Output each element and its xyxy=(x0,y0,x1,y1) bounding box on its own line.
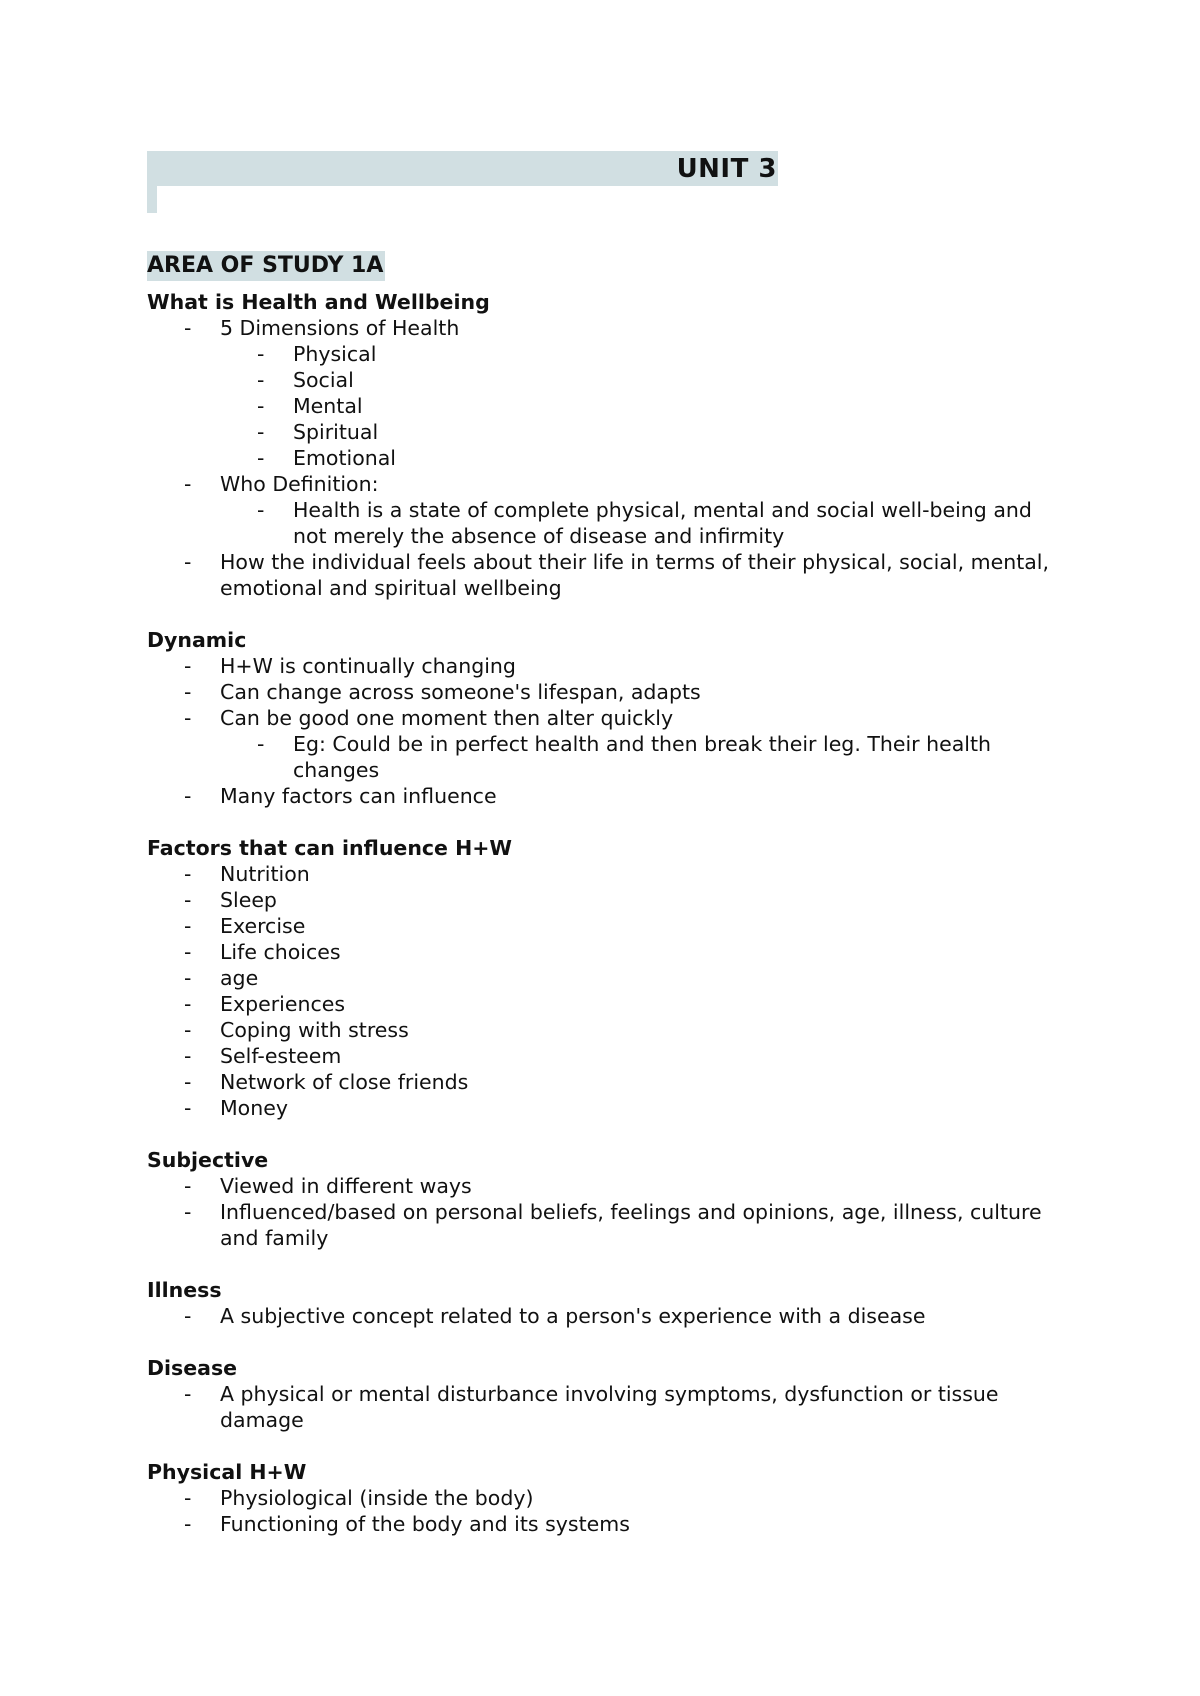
section-gap xyxy=(147,1433,1067,1459)
list-item xyxy=(147,991,1067,1017)
list-item-text: Coping with stress xyxy=(220,1018,409,1042)
dash-bullet-icon: - xyxy=(257,446,265,470)
list-item-text: age xyxy=(220,966,259,990)
sub-list-item xyxy=(147,419,1067,445)
list-item xyxy=(147,679,1067,705)
dash-bullet-icon: - xyxy=(184,550,192,574)
dash-bullet-icon: - xyxy=(184,1486,192,1510)
dash-bullet-icon: - xyxy=(184,654,192,678)
list-item-text: Emotional xyxy=(293,446,396,470)
list-item xyxy=(147,315,1067,341)
list-item xyxy=(147,1017,1067,1043)
dash-bullet-icon: - xyxy=(184,1200,192,1224)
notes-section xyxy=(147,835,1067,1121)
section-gap xyxy=(147,809,1067,835)
list-item-text: Money xyxy=(220,1096,288,1120)
list-item-text: Physical xyxy=(293,342,377,366)
dash-bullet-icon: - xyxy=(184,888,192,912)
dash-bullet-icon: - xyxy=(257,342,265,366)
notes-body xyxy=(147,289,1067,1537)
list-item xyxy=(147,549,1067,601)
list-item-text: 5 Dimensions of Health xyxy=(220,316,460,340)
dash-bullet-icon: - xyxy=(184,914,192,938)
section-heading: What is Health and Wellbeing xyxy=(147,290,490,314)
list-item-text: Physiological (inside the body) xyxy=(220,1486,534,1510)
dash-bullet-icon: - xyxy=(184,1096,192,1120)
list-item xyxy=(147,939,1067,965)
dash-bullet-icon: - xyxy=(184,862,192,886)
dash-bullet-icon: - xyxy=(184,784,192,808)
section-heading: Physical H+W xyxy=(147,1460,307,1484)
list-item xyxy=(147,1303,1067,1329)
section-gap xyxy=(147,1251,1067,1277)
dash-bullet-icon: - xyxy=(184,1382,192,1406)
dash-bullet-icon: - xyxy=(184,1044,192,1068)
list-item xyxy=(147,1511,1067,1537)
dash-bullet-icon: - xyxy=(184,940,192,964)
sub-list-item xyxy=(147,731,1067,783)
list-item xyxy=(147,965,1067,991)
list-item-text: Functioning of the body and its systems xyxy=(220,1512,630,1536)
list-item-text: Network of close friends xyxy=(220,1070,469,1094)
dash-bullet-icon: - xyxy=(257,732,265,756)
list-item xyxy=(147,1381,1067,1433)
list-item xyxy=(147,1043,1067,1069)
list-item-text: Exercise xyxy=(220,914,306,938)
list-item xyxy=(147,1069,1067,1095)
dash-bullet-icon: - xyxy=(184,992,192,1016)
notes-section xyxy=(147,289,1067,601)
list-item-text: Eg: Could be in perfect health and then break their leg. Their health changes xyxy=(293,732,992,782)
dash-bullet-icon: - xyxy=(184,706,192,730)
list-item xyxy=(147,471,1067,497)
list-item xyxy=(147,1199,1067,1251)
sub-list-item xyxy=(147,497,1067,549)
list-item xyxy=(147,861,1067,887)
dash-bullet-icon: - xyxy=(184,316,192,340)
dash-bullet-icon: - xyxy=(184,1174,192,1198)
list-item-text: Health is a state of complete physical, mental and social well-being and not merely the absence of disease and infirmity xyxy=(293,498,1032,548)
section-heading: Disease xyxy=(147,1356,238,1380)
sub-list-item xyxy=(147,393,1067,419)
list-item-text: Social xyxy=(293,368,354,392)
list-item-text: Can change across someone's lifespan, adapts xyxy=(220,680,701,704)
notes-section xyxy=(147,1355,1067,1433)
notes-section xyxy=(147,1277,1067,1329)
list-item-text: Who Definition: xyxy=(220,472,379,496)
dash-bullet-icon: - xyxy=(184,1304,192,1328)
list-item xyxy=(147,1173,1067,1199)
dash-bullet-icon: - xyxy=(257,498,265,522)
list-item-text: Life choices xyxy=(220,940,341,964)
list-item-text: H+W is continually changing xyxy=(220,654,516,678)
dash-bullet-icon: - xyxy=(184,1018,192,1042)
list-item-text: A subjective concept related to a person's experience with a disease xyxy=(220,1304,926,1328)
area-of-study-title: AREA OF STUDY 1A xyxy=(147,251,385,281)
dash-bullet-icon: - xyxy=(257,420,265,444)
list-item xyxy=(147,653,1067,679)
sub-list-item xyxy=(147,341,1067,367)
list-item-text: Sleep xyxy=(220,888,277,912)
dash-bullet-icon: - xyxy=(184,680,192,704)
unit-title-band-tab xyxy=(147,186,157,213)
section-heading: Illness xyxy=(147,1278,222,1302)
list-item-text: Many factors can influence xyxy=(220,784,497,808)
list-item-text: How the individual feels about their life in terms of their physical, social, mental, emotional and spiritual wellbeing xyxy=(220,550,1050,600)
sub-list-item xyxy=(147,445,1067,471)
notes-section xyxy=(147,1459,1067,1537)
list-item-text: Influenced/based on personal beliefs, feelings and opinions, age, illness, culture and family xyxy=(220,1200,1042,1250)
list-item-text: Nutrition xyxy=(220,862,310,886)
section-heading: Factors that can influence H+W xyxy=(147,836,513,860)
dash-bullet-icon: - xyxy=(184,966,192,990)
dash-bullet-icon: - xyxy=(184,472,192,496)
list-item-text: Self-esteem xyxy=(220,1044,342,1068)
list-item-text: Viewed in different ways xyxy=(220,1174,472,1198)
notes-section xyxy=(147,627,1067,809)
section-gap xyxy=(147,1121,1067,1147)
list-item xyxy=(147,705,1067,731)
section-gap xyxy=(147,1329,1067,1355)
list-item-text: Can be good one moment then alter quickly xyxy=(220,706,674,730)
notes-section xyxy=(147,1147,1067,1251)
section-gap xyxy=(147,601,1067,627)
dash-bullet-icon: - xyxy=(257,368,265,392)
list-item-text: Mental xyxy=(293,394,363,418)
dash-bullet-icon: - xyxy=(184,1512,192,1536)
unit-title: UNIT 3 xyxy=(676,154,777,184)
list-item xyxy=(147,783,1067,809)
section-heading: Dynamic xyxy=(147,628,247,652)
list-item-text: Spiritual xyxy=(293,420,379,444)
sub-list-item xyxy=(147,367,1067,393)
list-item xyxy=(147,913,1067,939)
dash-bullet-icon: - xyxy=(257,394,265,418)
list-item-text: A physical or mental disturbance involving symptoms, dysfunction or tissue damage xyxy=(220,1382,999,1432)
list-item-text: Experiences xyxy=(220,992,346,1016)
list-item xyxy=(147,1095,1067,1121)
section-heading: Subjective xyxy=(147,1148,269,1172)
list-item xyxy=(147,887,1067,913)
dash-bullet-icon: - xyxy=(184,1070,192,1094)
list-item xyxy=(147,1485,1067,1511)
